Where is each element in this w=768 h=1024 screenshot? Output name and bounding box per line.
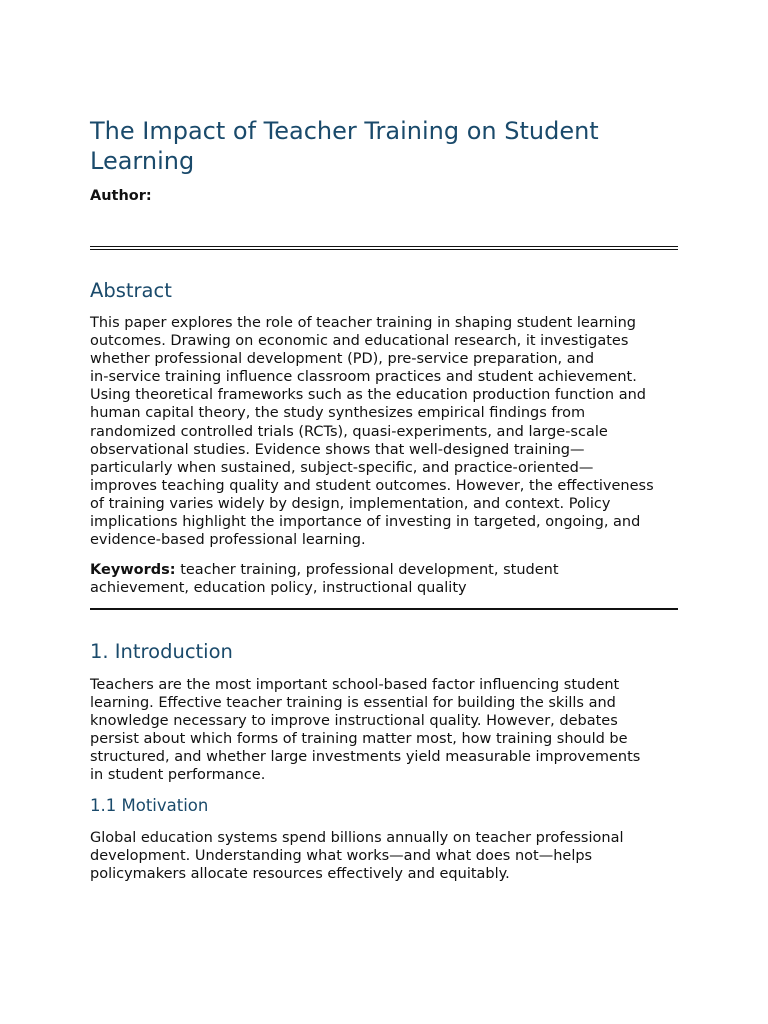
motivation-paragraph: Global education systems spend billions annually on teacher professional development. Understanding what works—and what does not—helps policymakers allocate resources effectively and equitably. [90,830,624,883]
keywords-label: Keywords: [90,562,176,578]
abstract-heading: Abstract [90,279,172,302]
paper-title: The Impact of Teacher Training on Student Learning [90,117,599,175]
motivation-heading: 1.1 Motivation [90,796,209,815]
abstract-paragraph: This paper explores the role of teacher training in shaping student learning outcomes. Drawing on economic and educational research, it investigates whether professional development (PD), pre-service preparation, and in-service training influence classroom practices and student achievement. Using theoretical frameworks such as the education production function and human capital theory, the study synthesizes empirical findings from randomized controlled trials (RCTs), quasi-experiments, and large-scale observational studies. Evidence shows that well-designed training— particularly when sustained, subject-specific, and practice-oriented— improves teaching quality and student outcomes. However, the effectiveness of training varies widely by design, implementation, and context. Policy implications highlight the importance of investing in targeted, ongoing, and evidence-based professional learning. [90,315,654,549]
keywords-text: teacher training, professional development, student achievement, education policy, instructional quality [90,562,559,597]
author-label: Author: [90,188,152,204]
title-divider [90,246,678,250]
introduction-heading: 1. Introduction [90,640,233,663]
keywords-paragraph [90,561,680,597]
introduction-paragraph: Teachers are the most important school-based factor influencing student learning. Effective teacher training is essential for building the skills and knowledge necessary to improve instructional quality. However, debates persist about which forms of training matter most, how training should be structured, and whether large investments yield measurable improvements in student performance. [90,677,641,784]
author-line [90,187,152,205]
section-divider [90,608,678,610]
